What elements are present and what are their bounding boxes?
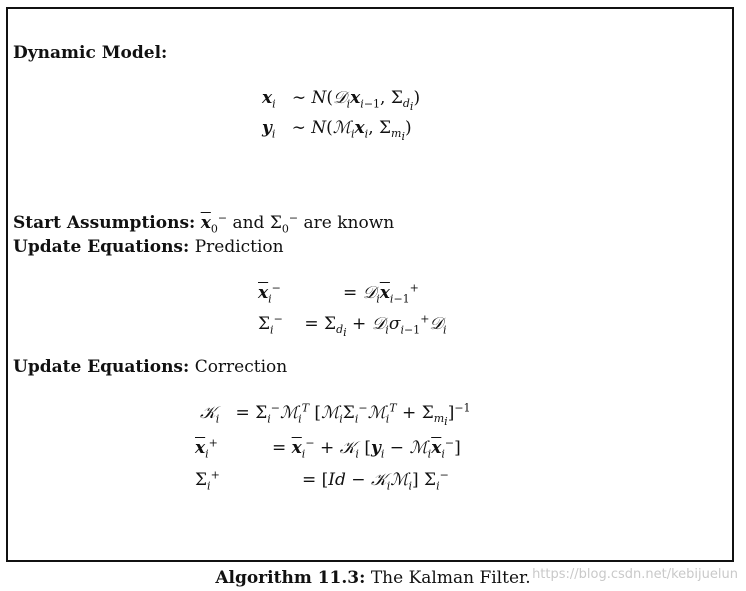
equation-state-model: $x_i$ ∼ $N(𝒟_ix_{i-1}$, $\Sigma_{d_i}$): [262, 88, 421, 114]
dynamic-model-heading: Dynamic Model:: [13, 43, 168, 63]
caption-text: The Kalman Filter.: [370, 568, 531, 588]
equation-state-update-rhs: = $\overline{x}_i^-$ + 𝒦$_i$ [$y_i$ − $ℳ_i\overline{x}_i^-$]: [272, 436, 461, 461]
start-assumptions-known: are known: [303, 213, 395, 233]
equation-prediction-state-rhs: = $𝒟_i\overline{x}_{i-1}^+$: [343, 281, 419, 306]
equation-prediction-state: $\overline{x}_i^-$: [258, 281, 281, 306]
equation-cov-update-rhs: = [Id − 𝒦$_i$ℳ$_i$] $\Sigma_i^-$: [302, 468, 449, 493]
equation-cov-update-lhs: $\Sigma_i^+$: [195, 468, 220, 493]
update-correction-line: [13, 359, 287, 376]
start-assumptions-heading: Start Assumptions:: [13, 213, 196, 233]
sigma0-minus: $\Sigma_0^-$: [269, 211, 299, 236]
equation-state-update-lhs: $\overline{x}_i^+$: [195, 436, 218, 461]
update-prediction-heading: Update Equations:: [13, 237, 190, 257]
update-prediction-value: Prediction: [194, 237, 284, 257]
update-correction-heading: Update Equations:: [13, 357, 190, 377]
x0-minus: $\overline{x}_0^-$: [200, 211, 228, 236]
update-correction-value: Correction: [194, 357, 288, 377]
watermark: https://blog.csdn.net/kebijuelun: [532, 567, 738, 582]
start-assumptions-and: and: [232, 213, 265, 233]
update-prediction-line: [13, 239, 284, 256]
start-assumptions-line: [13, 211, 395, 236]
equation-kalman-gain: 𝒦$_i$ = $\Sigma_i^-ℳ_i^T$ $[ℳ_i\Sigma_i^-ℳ_i^T + \Sigma_{m_i}]^{-1}$: [200, 401, 471, 429]
equation-prediction-cov: $\Sigma_i^-$ = $\Sigma_{d_i}$ + $𝒟_i\sigma_{i-1}^+𝒟_i$: [258, 312, 447, 340]
equation-measurement-model: $y_i$ ∼ $N(ℳ_ix_i$, $\Sigma_{m_i}$): [262, 118, 412, 144]
caption-label: Algorithm 11.3:: [215, 568, 366, 588]
